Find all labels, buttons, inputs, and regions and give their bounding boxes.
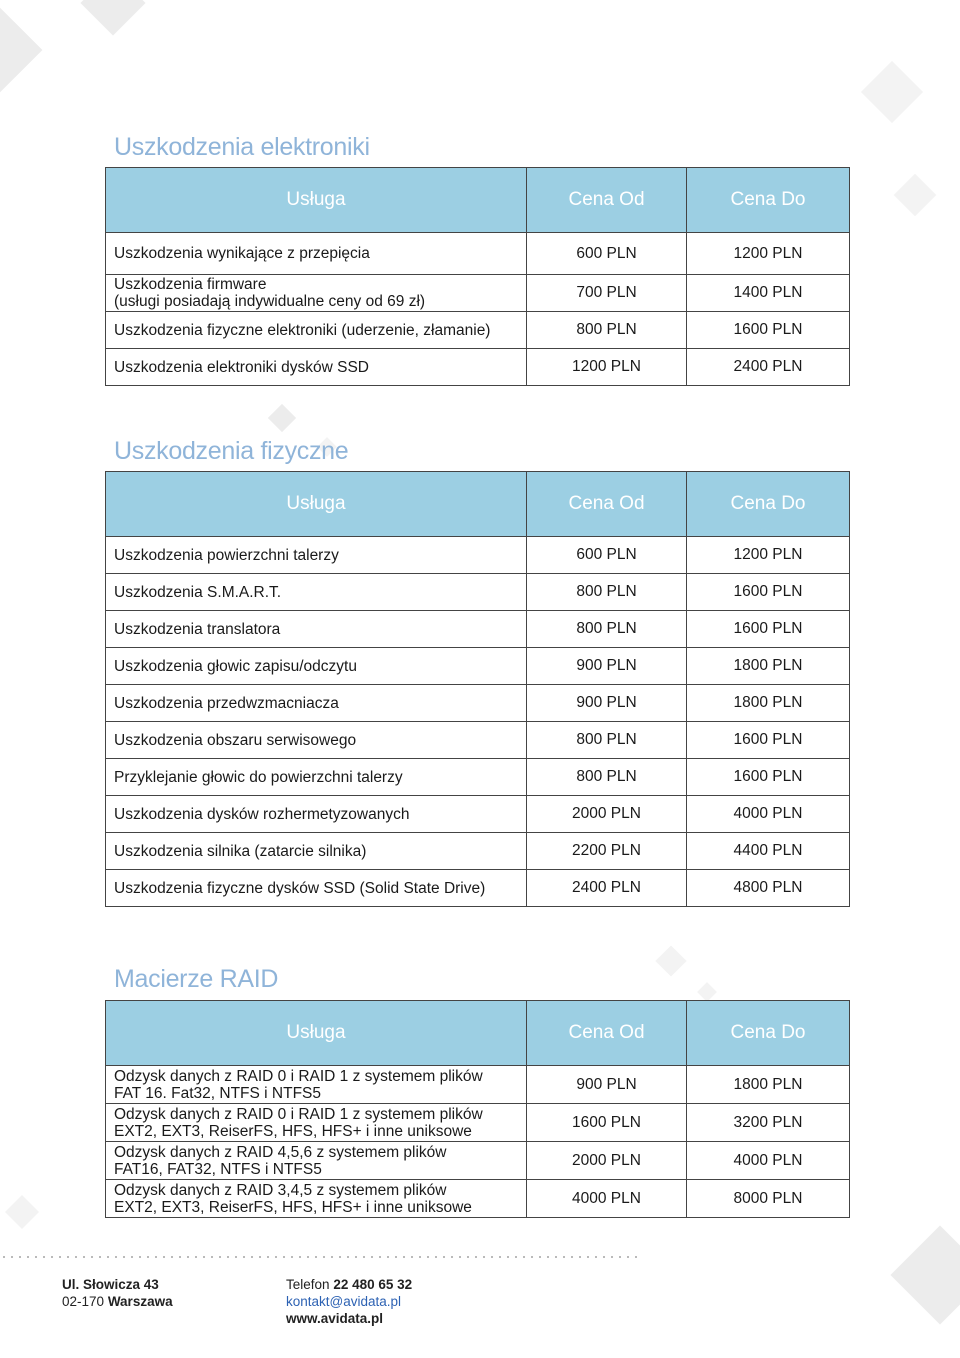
price-to-cell: 1600 PLN bbox=[687, 312, 850, 349]
service-cell bbox=[106, 1104, 527, 1142]
price-from-cell: 1600 PLN bbox=[527, 1104, 687, 1142]
service-name: Odzysk danych z RAID 0 i RAID 1 z systemem plików bbox=[114, 1105, 483, 1123]
price-table-raid bbox=[105, 1000, 850, 1218]
column-header-service: Usługa bbox=[106, 1001, 527, 1066]
table-row bbox=[106, 648, 850, 685]
column-header-service: Usługa bbox=[106, 168, 527, 233]
table-row bbox=[106, 833, 850, 870]
price-from-cell: 2000 PLN bbox=[527, 1142, 687, 1180]
column-header-price-from: Cena Od bbox=[527, 472, 687, 537]
service-name: Odzysk danych z RAID 0 i RAID 1 z systemem plików bbox=[114, 1067, 483, 1085]
table-row bbox=[106, 233, 850, 275]
price-to-cell: 1600 PLN bbox=[687, 759, 850, 796]
decorative-square bbox=[268, 404, 296, 432]
footer-phone-label: Telefon bbox=[286, 1277, 330, 1292]
section-title: Uszkodzenia fizyczne bbox=[114, 437, 349, 465]
price-from-cell: 900 PLN bbox=[527, 648, 687, 685]
price-from-cell: 800 PLN bbox=[527, 574, 687, 611]
table-header-row bbox=[106, 472, 850, 537]
footer-phone-line bbox=[286, 1276, 412, 1293]
section-title: Macierze RAID bbox=[114, 965, 279, 993]
table-row bbox=[106, 722, 850, 759]
table-row bbox=[106, 611, 850, 648]
decorative-square bbox=[0, 8, 42, 93]
price-to-cell: 1800 PLN bbox=[687, 648, 850, 685]
price-to-cell: 1400 PLN bbox=[687, 275, 850, 312]
table-row bbox=[106, 1104, 850, 1142]
footer-email-link[interactable]: kontakt@avidata.pl bbox=[286, 1294, 402, 1309]
price-to-cell: 2400 PLN bbox=[687, 349, 850, 386]
price-from-cell: 600 PLN bbox=[527, 537, 687, 574]
decorative-square bbox=[80, 0, 145, 36]
table-row bbox=[106, 312, 850, 349]
price-to-cell: 1800 PLN bbox=[687, 685, 850, 722]
table-row bbox=[106, 870, 850, 907]
service-note: EXT2, EXT3, ReiserFS, HFS, HFS+ i inne uniksowe bbox=[114, 1122, 472, 1140]
column-header-price-to: Cena Do bbox=[687, 168, 850, 233]
footer-phone: 22 480 65 32 bbox=[333, 1277, 413, 1292]
price-from-cell: 800 PLN bbox=[527, 312, 687, 349]
service-cell: Uszkodzenia obszaru serwisowego bbox=[106, 722, 527, 759]
service-cell: Uszkodzenia głowic zapisu/odczytu bbox=[106, 648, 527, 685]
service-cell bbox=[106, 275, 527, 312]
service-cell: Uszkodzenia silnika (zatarcie silnika) bbox=[106, 833, 527, 870]
price-table-physical bbox=[105, 471, 850, 907]
decorative-square bbox=[894, 174, 936, 216]
service-note: FAT16, FAT32, NTFS i NTFS5 bbox=[114, 1160, 322, 1178]
table-row bbox=[106, 574, 850, 611]
service-cell: Uszkodzenia S.M.A.R.T. bbox=[106, 574, 527, 611]
table-row bbox=[106, 1180, 850, 1218]
price-from-cell: 1200 PLN bbox=[527, 349, 687, 386]
price-to-cell: 4000 PLN bbox=[687, 1142, 850, 1180]
table-row bbox=[106, 349, 850, 386]
decorative-square bbox=[5, 1195, 39, 1229]
price-from-cell: 800 PLN bbox=[527, 722, 687, 759]
price-to-cell: 8000 PLN bbox=[687, 1180, 850, 1218]
price-to-cell: 4800 PLN bbox=[687, 870, 850, 907]
service-cell: Uszkodzenia fizyczne elektroniki (uderzenie, złamanie) bbox=[106, 312, 527, 349]
table-row bbox=[106, 759, 850, 796]
price-from-cell: 700 PLN bbox=[527, 275, 687, 312]
service-cell bbox=[106, 1142, 527, 1180]
footer-address bbox=[62, 1276, 173, 1310]
decorative-square bbox=[655, 945, 686, 976]
price-from-cell: 900 PLN bbox=[527, 685, 687, 722]
decorative-square bbox=[697, 982, 717, 1002]
price-to-cell: 4400 PLN bbox=[687, 833, 850, 870]
service-cell: Uszkodzenia translatora bbox=[106, 611, 527, 648]
price-to-cell: 1200 PLN bbox=[687, 233, 850, 275]
column-header-price-from: Cena Od bbox=[527, 1001, 687, 1066]
price-from-cell: 600 PLN bbox=[527, 233, 687, 275]
price-to-cell: 1600 PLN bbox=[687, 574, 850, 611]
service-cell: Uszkodzenia przedwzmacniacza bbox=[106, 685, 527, 722]
decorative-square bbox=[891, 1226, 960, 1325]
column-header-service: Usługa bbox=[106, 472, 527, 537]
decorative-square bbox=[861, 61, 923, 123]
footer-postal-line bbox=[62, 1293, 173, 1310]
column-header-price-to: Cena Do bbox=[687, 1001, 850, 1066]
service-cell: Uszkodzenia wynikające z przepięcia bbox=[106, 233, 527, 275]
service-cell: Uszkodzenia powierzchni talerzy bbox=[106, 537, 527, 574]
price-to-cell: 3200 PLN bbox=[687, 1104, 850, 1142]
service-name: Odzysk danych z RAID 3,4,5 z systemem plików bbox=[114, 1181, 447, 1199]
price-table-electronics bbox=[105, 167, 850, 386]
footer-street: Ul. Słowicza 43 bbox=[62, 1277, 159, 1292]
service-name: Odzysk danych z RAID 4,5,6 z systemem plików bbox=[114, 1143, 447, 1161]
service-cell: Uszkodzenia dysków rozhermetyzowanych bbox=[106, 796, 527, 833]
service-cell: Przyklejanie głowic do powierzchni talerzy bbox=[106, 759, 527, 796]
table-row bbox=[106, 796, 850, 833]
footer-divider bbox=[0, 1256, 640, 1258]
price-to-cell: 1200 PLN bbox=[687, 537, 850, 574]
service-note: FAT 16. Fat32, NTFS i NTFS5 bbox=[114, 1084, 322, 1102]
table-row bbox=[106, 537, 850, 574]
footer-contact bbox=[286, 1276, 412, 1327]
table-header-row bbox=[106, 168, 850, 233]
price-to-cell: 4000 PLN bbox=[687, 796, 850, 833]
service-name: Uszkodzenia firmware bbox=[114, 276, 267, 293]
price-to-cell: 1800 PLN bbox=[687, 1066, 850, 1104]
table-row bbox=[106, 275, 850, 312]
price-from-cell: 800 PLN bbox=[527, 611, 687, 648]
table-row bbox=[106, 1142, 850, 1180]
service-cell: Uszkodzenia elektroniki dysków SSD bbox=[106, 349, 527, 386]
price-from-cell: 2200 PLN bbox=[527, 833, 687, 870]
service-note: (usługi posiadają indywidualne ceny od 69 zł) bbox=[114, 293, 426, 310]
price-from-cell: 800 PLN bbox=[527, 759, 687, 796]
section-title: Uszkodzenia elektroniki bbox=[114, 133, 370, 161]
service-cell bbox=[106, 1066, 527, 1104]
table-row bbox=[106, 685, 850, 722]
price-from-cell: 4000 PLN bbox=[527, 1180, 687, 1218]
table-header-row bbox=[106, 1001, 850, 1066]
price-to-cell: 1600 PLN bbox=[687, 722, 850, 759]
footer-postal-code: 02-170 bbox=[62, 1294, 105, 1309]
price-from-cell: 900 PLN bbox=[527, 1066, 687, 1104]
table-row bbox=[106, 1066, 850, 1104]
service-note: EXT2, EXT3, ReiserFS, HFS, HFS+ i inne uniksowe bbox=[114, 1198, 472, 1216]
price-from-cell: 2400 PLN bbox=[527, 870, 687, 907]
footer-city: Warszawa bbox=[107, 1294, 173, 1309]
price-to-cell: 1600 PLN bbox=[687, 611, 850, 648]
service-cell: Uszkodzenia fizyczne dysków SSD (Solid State Drive) bbox=[106, 870, 527, 907]
service-cell bbox=[106, 1180, 527, 1218]
price-from-cell: 2000 PLN bbox=[527, 796, 687, 833]
column-header-price-from: Cena Od bbox=[527, 168, 687, 233]
footer-website-link[interactable]: www.avidata.pl bbox=[286, 1311, 384, 1326]
column-header-price-to: Cena Do bbox=[687, 472, 850, 537]
